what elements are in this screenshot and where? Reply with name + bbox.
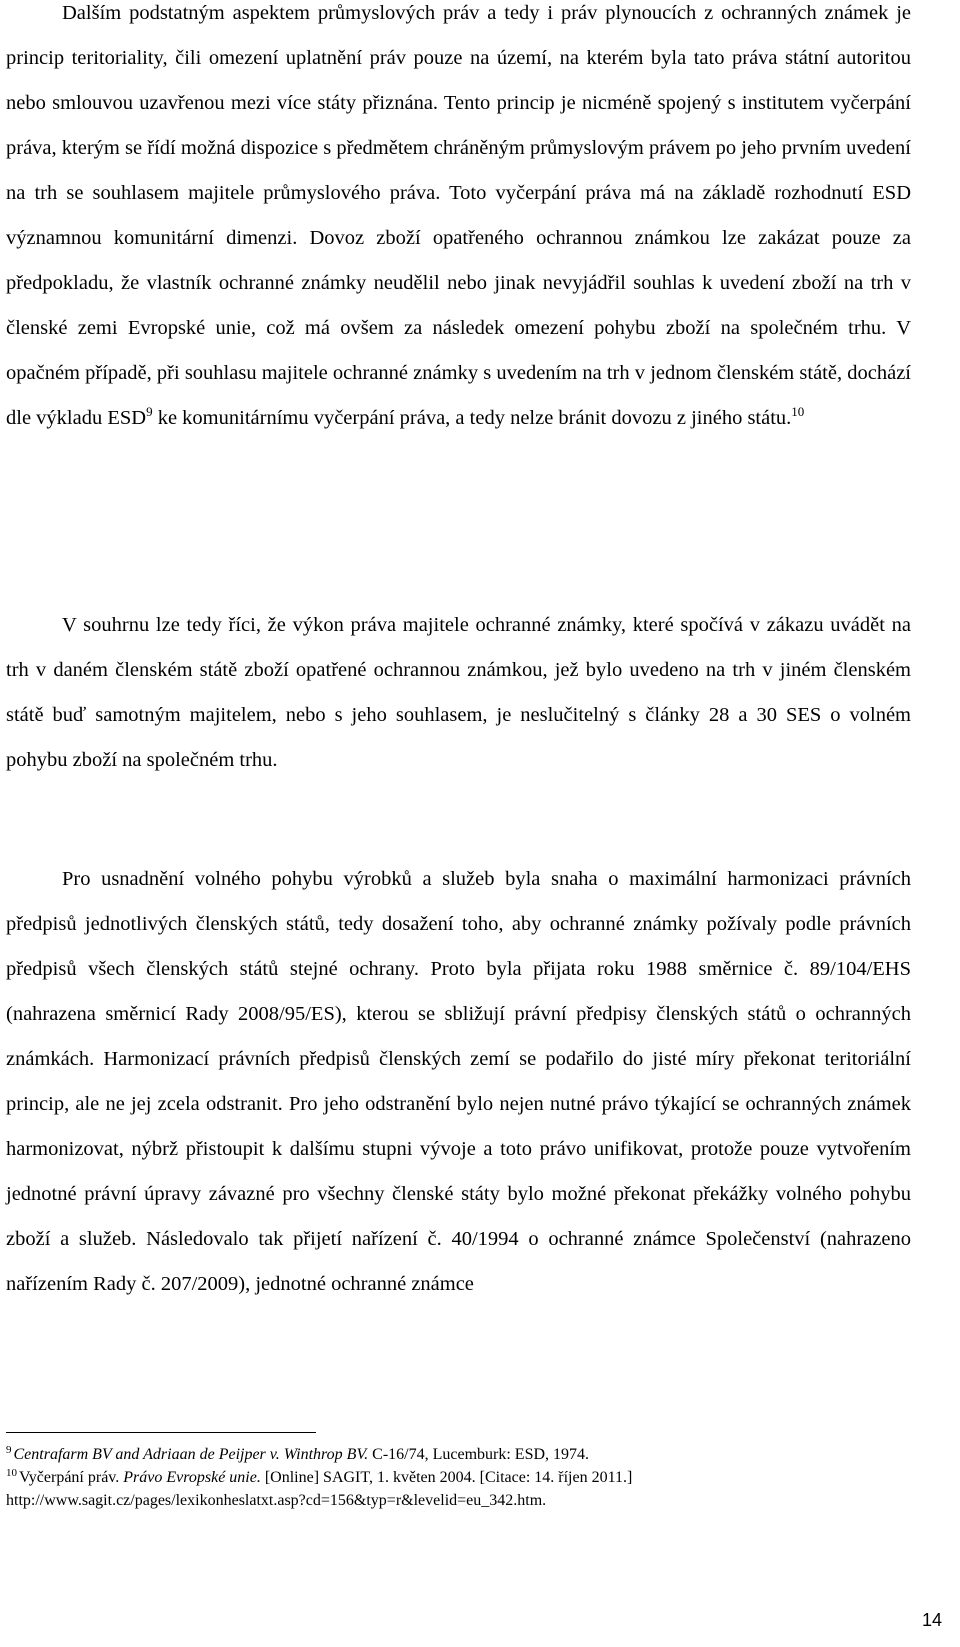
page-number: 14	[921, 1610, 942, 1630]
footnotes	[6, 1443, 936, 1512]
footnote-ref-9[interactable]: 9	[146, 404, 153, 420]
footnote-url[interactable]: http://www.sagit.cz/pages/lexikonheslatxt.asp?cd=156&typ=r&levelid=eu_342.htm.	[6, 1492, 547, 1509]
paragraph-3-text: Pro usnadnění volného pohybu výrobků a služeb byla snaha o maximální harmonizaci právních předpisů jednotlivých členských států, tedy dosažení toho, aby ochranné známky požívaly podle právních předpisů všech členských států stejné ochrany. Proto byla přijata roku 1988 směrnice č. 89/104/EHS (nahrazena směrnicí Rady 2008/95/ES), kterou se sbližují právní předpisy členských států o ochranných známkách. Harmonizací právních předpisů členských zemí se podařilo do jisté míry překonat teritoriální princip, ale ne jej zcela odstranit. Pro jeho odstranění bylo nejen nutné právo týkající se ochranných známek harmonizovat, nýbrž přistoupit k dalšímu stupni vývoje a toto právo unifikovat, protože pouze vytvořením jednotné právní úpravy závazné pro všechny členské státy bylo možné překonat překážky volného pohybu zboží a služeb. Následovalo tak přijetí nařízení č. 40/1994 o ochranné známce Společenství (nahrazeno nařízením Rady č. 207/2009), jednotné ochranné známce	[6, 868, 911, 1295]
footnote-number: 9	[6, 1443, 12, 1456]
paragraph-1-text-a: Dalším podstatným aspektem průmyslových práv a tedy i práv plynoucích z ochranných známek je princip teritoriality, čili omezení uplatnění práv pouze na území, na kterém byla tato práva státní autoritou nebo smlouvou uzavřenou mezi více státy přiznána. Tento princip je nicméně spojený s institutem vyčerpání práva, kterým se řídí možná dispozice s předmětem chráněným průmyslovým právem po jeho prvním uvedení na trh se souhlasem majitele průmyslového práva. Toto vyčerpání práva má na základě rozhodnutí ESD významnou komunitární dimenzi. Dovoz zboží opatřeného ochrannou známkou lze zakázat pouze za předpokladu, že vlastník ochranné známky neudělil nebo jinak nevyjádřil souhlas k uvedení zboží na trh v členské zemi Evropské unie, což má ovšem za následek omezení pohybu zboží na společném trhu. V opačném případě, při souhlasu majitele ochranné známky s uvedením na trh v jednom členském státě, dochází dle výkladu ESD	[6, 2, 911, 429]
footnote-9	[6, 1443, 936, 1466]
footnote-article-title: Vyčerpání práv.	[19, 1469, 124, 1486]
footnote-citation: C-16/74, Lucemburk: ESD, 1974.	[368, 1446, 590, 1463]
paragraph-2	[6, 603, 911, 783]
footnote-ref-10[interactable]: 10	[791, 404, 805, 420]
footnote-case-title: Centrafarm BV and Adriaan de Peijper v. Winthrop BV.	[13, 1446, 369, 1463]
paragraph-1	[6, 0, 911, 441]
footnote-number: 10	[6, 1466, 17, 1479]
footnote-10	[6, 1466, 936, 1489]
paragraph-2-text: V souhrnu lze tedy říci, že výkon práva majitele ochranné známky, které spočívá v zákazu uvádět na trh v daném členském státě zboží opatřené ochrannou známkou, jež bylo uvedeno na trh v jiném členském státě buď samotným majitelem, nebo s jeho souhlasem, je neslučitelný s články 28 a 30 SES o volném pohybu zboží na společném trhu.	[6, 614, 911, 771]
footnote-separator	[6, 1432, 316, 1433]
footnote-citation: [Online] SAGIT, 1. květen 2004. [Citace: 14. říjen 2011.]	[260, 1469, 633, 1486]
footnote-10-url[interactable]	[6, 1489, 936, 1512]
paragraph-1-text-b: ke komunitárnímu vyčerpání práva, a tedy nelze bránit dovozu z jiného státu.	[152, 407, 792, 429]
footnote-source-title: Právo Evropské unie.	[123, 1469, 261, 1486]
paragraph-3	[6, 857, 911, 1307]
